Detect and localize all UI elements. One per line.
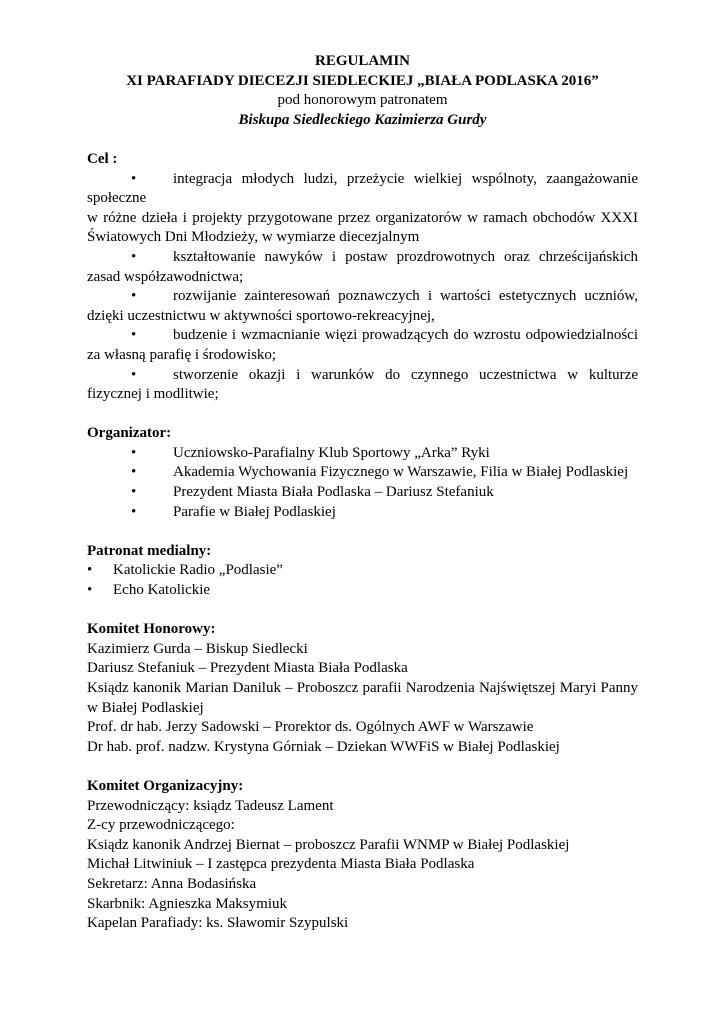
bullet-icon: •	[131, 444, 137, 461]
bullet-icon: •	[131, 464, 137, 481]
cel-item-1: • integracja młodych ludzi, przeżycie wielkiej wspólnoty, zaangażowanie społeczne	[87, 170, 638, 207]
bullet-icon: •	[87, 562, 93, 579]
organizator-list	[87, 444, 638, 522]
list-item: • Akademia Wychowania Fizycznego w Warszawie, Filia w Białej Podlaskiej	[87, 463, 638, 483]
list-item: • Uczniowsko-Parafialny Klub Sportowy „Arka” Ryki	[87, 444, 638, 464]
bullet-icon: •	[131, 484, 137, 501]
bullet-icon: •	[131, 503, 137, 520]
patronage-line: pod honorowym patronatem	[277, 92, 448, 109]
patronat-heading: Patronat medialny:	[87, 542, 212, 559]
cel-item-2: • kształtowanie nawyków i postaw prozdrowotnych oraz chrześcijańskich zasad współzawodnictwa;	[87, 248, 638, 285]
cel-item-3: • rozwijanie zainteresowań poznawczych i wartości estetycznych uczniów, dzięki uczestnictwu w aktywności sportowo-rekreacyjnej,	[87, 288, 638, 324]
doc-subtitle: XI PARAFIADY DIECEZJI SIEDLECKIEJ „BIAŁA PODLASKA 2016”	[126, 72, 599, 89]
organizacyjny-line: Skarbnik: Agnieszka Maksymiuk	[87, 895, 287, 912]
organizacyjny-heading: Komitet Organizacyjny:	[87, 777, 244, 794]
cel-item-5: • stworzenie okazji i warunków do czynnego uczestnictwa w kulturze fizycznej i modlitwie;	[87, 366, 638, 403]
organizacyjny-line: Sekretarz: Anna Bodasińska	[87, 875, 257, 892]
bullet-icon: •	[131, 248, 137, 265]
organizacyjny-line: Kapelan Parafiady: ks. Sławomir Szypulski	[87, 915, 349, 932]
organizacyjny-line: Michał Litwiniuk – I zastępca prezydenta Miasta Biała Podlaska	[87, 856, 475, 873]
honorowy-line: Kazimierz Gurda – Biskup Siedlecki	[87, 640, 308, 657]
honorowy-line: Ksiądz kanonik Marian Daniluk – Proboszcz parafii Narodzenia Najświętszej Maryi Panny w Białej Podlaskiej	[87, 680, 638, 716]
bullet-icon: •	[131, 366, 137, 383]
organizacyjny-line: Z-cy przewodniczącego:	[87, 817, 235, 834]
honorowy-line: Dr hab. prof. nadzw. Krystyna Górniak – Dziekan WWFiS w Białej Podlaskiej	[87, 738, 560, 755]
list-item: • Prezydent Miasta Biała Podlaska – Dariusz Stefaniuk	[87, 483, 638, 503]
list-item: • Echo Katolickie	[87, 581, 638, 601]
honorowy-line: Dariusz Stefaniuk – Prezydent Miasta Biała Podlaska	[87, 660, 408, 677]
list-item: • Parafie w Białej Podlaskiej	[87, 503, 638, 523]
patronat-list	[87, 561, 638, 600]
organizator-heading: Organizator:	[87, 425, 172, 442]
bullet-icon: •	[131, 170, 137, 187]
bullet-icon: •	[87, 582, 93, 599]
patron-name: Biskupa Siedleckiego Kazimierza Gurdy	[238, 111, 487, 128]
cel-heading: Cel :	[87, 150, 118, 167]
bullet-icon: •	[131, 288, 137, 305]
honorowy-heading: Komitet Honorowy:	[87, 621, 216, 638]
organizacyjny-line: Przewodniczący: ksiądz Tadeusz Lament	[87, 797, 334, 814]
document-content	[87, 52, 638, 934]
cel-item-1-continuation: w różne dzieła i projekty przygotowane przez organizatorów w ramach obchodów XXXI Światowych Dni Młodzieży, w wymiarze diecezjalnym	[87, 209, 638, 246]
doc-title: REGULAMIN	[314, 53, 410, 69]
cel-item-4: • budzenie i wzmacnianie więzi prowadzących do wzrostu odpowiedzialności za własną parafię i środowisko;	[87, 327, 638, 363]
list-item: • Katolickie Radio „Podlasie”	[87, 561, 638, 581]
organizacyjny-line: Ksiądz kanonik Andrzej Biernat – proboszcz Parafii WNMP w Białej Podlaskiej	[87, 836, 570, 853]
bullet-icon: •	[131, 327, 137, 344]
honorowy-line: Prof. dr hab. Jerzy Sadowski – Prorektor ds. Ogólnych AWF w Warszawie	[87, 719, 534, 736]
